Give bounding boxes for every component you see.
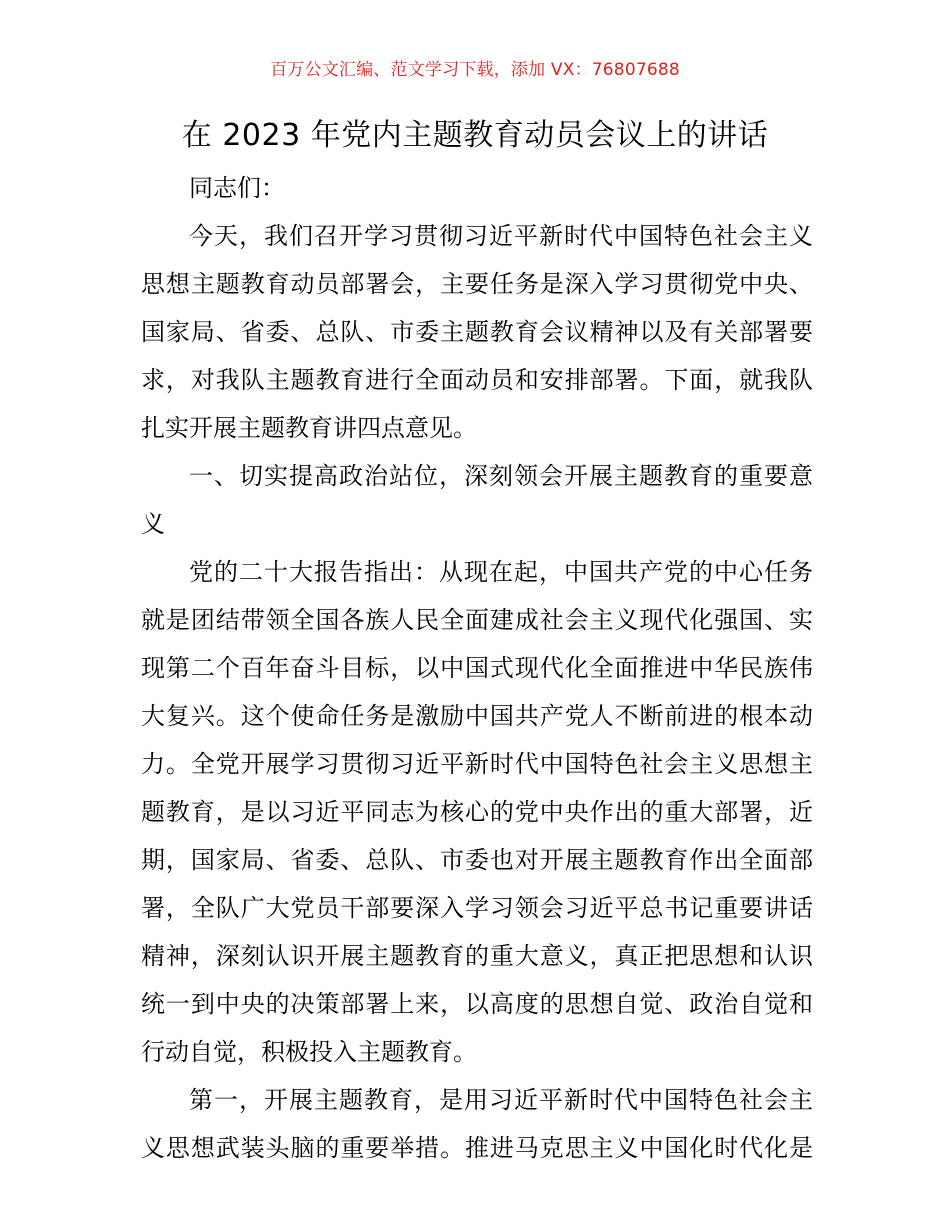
document-title: 在 2023 年党内主题教育动员会议上的讲话 xyxy=(181,118,769,153)
text-line: 题教育，是以习近平同志为核心的党中央作出的重大部署，近 xyxy=(141,798,813,826)
text-line: 大复兴。这个使命任务是激励中国共产党人不断前进的根本动 xyxy=(141,702,813,730)
section-heading-1 xyxy=(141,452,813,548)
text-line: 精神，深刻认识开展主题教育的重大意义，真正把思想和认识 xyxy=(141,942,813,970)
text-line: 义 xyxy=(141,510,165,538)
text-line: 扎实开展主题教育讲四点意见。 xyxy=(141,414,477,442)
paragraph-point-1 xyxy=(141,1076,813,1172)
text-line: 行动自觉，积极投入主题教育。 xyxy=(141,1038,477,1066)
text-line: 现第二个百年奋斗目标，以中国式现代化全面推进中华民族伟 xyxy=(141,654,813,682)
document-body xyxy=(141,164,813,1172)
watermark-banner: 百万公文汇编、范文学习下载，添加 VX：76807688 xyxy=(270,60,680,80)
text-line: 义思想武装头脑的重要举措。推进马克思主义中国化时代化是 xyxy=(141,1134,813,1162)
salutation xyxy=(141,164,813,212)
text-line: 署，全队广大党员干部要深入学习领会习近平总书记重要讲话 xyxy=(141,894,813,922)
text-line: 求，对我队主题教育进行全面动员和安排部署。下面，就我队 xyxy=(141,366,813,394)
text-line: 就是团结带领全国各族人民全面建成社会主义现代化强国、实 xyxy=(141,606,813,634)
text-line: 期，国家局、省委、总队、市委也对开展主题教育作出全面部 xyxy=(141,846,813,874)
paragraph-intro xyxy=(141,212,813,452)
text-line: 第一，开展主题教育，是用习近平新时代中国特色社会主 xyxy=(189,1086,813,1114)
text-line: 统一到中央的决策部署上来，以高度的思想自觉、政治自觉和 xyxy=(141,990,813,1018)
paragraph-body-1 xyxy=(141,548,813,1076)
text-line: 国家局、省委、总队、市委主题教育会议精神以及有关部署要 xyxy=(141,318,813,346)
salutation-text: 同志们： xyxy=(189,174,285,202)
text-line: 党的二十大报告指出：从现在起，中国共产党的中心任务 xyxy=(189,558,813,586)
text-line: 一、切实提高政治站位，深刻领会开展主题教育的重要意 xyxy=(189,462,813,490)
text-line: 力。全党开展学习贯彻习近平新时代中国特色社会主义思想主 xyxy=(141,750,813,778)
text-line: 今天，我们召开学习贯彻习近平新时代中国特色社会主义 xyxy=(189,222,813,250)
text-line: 思想主题教育动员部署会，主要任务是深入学习贯彻党中央、 xyxy=(141,270,813,298)
